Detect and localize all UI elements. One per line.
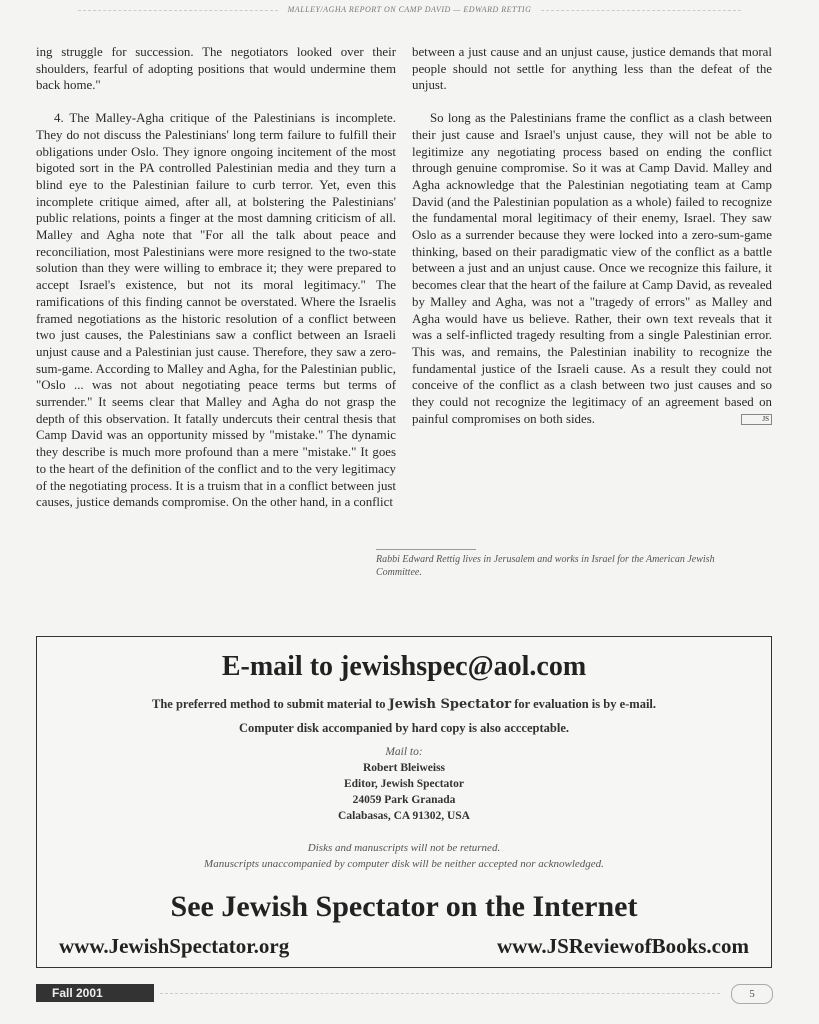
brand-name: Jewish Spectator bbox=[388, 697, 512, 712]
mailing-address bbox=[37, 760, 771, 824]
bio-divider bbox=[376, 549, 476, 550]
address-line: 24059 Park Granada bbox=[352, 794, 456, 806]
left-column bbox=[36, 44, 396, 511]
end-mark-icon: JS bbox=[741, 414, 772, 425]
notice-text: The preferred method to submit material to bbox=[151, 697, 389, 711]
author-bio: Rabbi Edward Rettig lives in Jerusalem and works in Israel for the American Jewish Committee. bbox=[376, 554, 715, 578]
disclaimer-line: Disks and manuscripts will not be returned. bbox=[307, 842, 501, 854]
address-line: Robert Bleiweiss bbox=[362, 762, 446, 774]
notice-disk-accepted: Computer disk accompanied by hard copy is also accceptable. bbox=[239, 721, 569, 735]
website-url: www.JSReviewofBooks.com bbox=[497, 934, 749, 958]
website-links bbox=[37, 934, 771, 959]
address-line: Editor, Jewish Spectator bbox=[343, 778, 464, 790]
mail-to-label: Mail to: bbox=[385, 746, 423, 758]
paragraph: 4. The Malley-Agha critique of the Palestinians is incomplete. They do not discuss the Palestinians' long term failure to fulfill their obligations under Oslo. They ignore ongoing incitement of the most bigoted sort in the PA controlled Palestinian media and they turn a blind eye to the Palestinian failure to curb terror. Yet, even this incomplete critique aimed, after all, at bolstering the Palestinians' public relations, points a finger at the most damning criticism of all. Malley and Agha note that "For all the talk about peace and reconciliation, most Palestinians were more resigned to the two-state solution than they were willing to embrace it; they were prepared to accept Israel's existence, but not its moral legitimacy." The ramifications of this finding cannot be overstated. Where the Israelis framed negotiations as the historic resolution of a conflict between two just causes, the Palestinians saw a conflict between an Israeli unjust cause and a Palestinian just cause. Therefore, they saw a zero-sum-game. According to Malley and Agha, for the Palestinian public, "Oslo ... was not about negotiating peace terms but terms of surrender." It seems clear that Malley and Agha do not grasp the depth of this observation. It fatally undercuts their central thesis that Camp David was an opportunity missed by "mistake." The dynamic they describe is much more profound than a mere "mistake." It goes to the heart of the definition of the conflict and to the very legitimacy of the negotiating process. It is a truism that in a conflict between just causes, justice demands compromise. On the other hand, in a conflict bbox=[36, 111, 396, 510]
disclaimer bbox=[37, 840, 771, 872]
issue-label: Fall 2001 bbox=[36, 984, 154, 1002]
website-url: www.JewishSpectator.org bbox=[59, 934, 290, 958]
disclaimer-line: Manuscripts unaccompanied by computer disk will be neither accepted nor acknowledged. bbox=[204, 858, 604, 870]
paragraph-with-end-mark bbox=[412, 110, 772, 427]
article-body bbox=[36, 44, 776, 630]
submission-notice-box bbox=[36, 636, 772, 968]
address-line: Calabasas, CA 91302, USA bbox=[338, 810, 470, 822]
page-number: 5 bbox=[731, 984, 773, 1004]
paragraph-text: So long as the Palestinians frame the conflict as a clash between their just cause and Israel's unjust cause, they will not be able to legitimize any negotiating process based on ending the conflict through genuine compromise. So it was at Camp David. Malley and Agha acknowledge that the Palestinian negotiating team at Camp David (and the Palestinian population as a whole) failed to recognize the fundamental moral legitimacy of their enemy, Israel. They saw Oslo as a surrender because they were locked into a zero-sum-game thinking, based on their paradigmatic view of the conflict as a battle between a just and an unjust cause. Once we recognize this failure, it becomes clear that the heart of the failure at Camp David, as revealed by Malley and Agha, was not a "tragedy of errors" as Malley and Agha would have us believe. Rather, their own text reveals that it was a self-inflicted tragedy resulting from a single Palestinian error. This was, and remains, the Palestinian inability to recognize the fundamental justice of the Israeli cause. As a result they could not conceive of the conflict as a clash between two just causes and so they could not recognize the legitimacy of an agreement based on painful compromises on both sides. bbox=[412, 111, 772, 426]
paragraph: ing struggle for succession. The negotiators looked over their shoulders, fearful of adopting positions that would undermine them back home." bbox=[36, 45, 396, 93]
notice-title: E-mail to jewishspec@aol.com bbox=[221, 651, 587, 682]
notice-preferred-method bbox=[37, 697, 771, 712]
paragraph: between a just cause and an unjust cause, justice demands that moral people should not settle for anything less than the defeat of the unjust. bbox=[412, 45, 772, 93]
notice-text: for evaluation is by e-mail. bbox=[511, 697, 657, 711]
right-column bbox=[412, 44, 772, 427]
internet-heading: See Jewish Spectator on the Internet bbox=[170, 890, 638, 923]
running-head: MALLEY/AGHA REPORT ON CAMP DAVID — EDWARD RETTIG bbox=[0, 5, 819, 14]
footer-divider bbox=[160, 993, 720, 994]
